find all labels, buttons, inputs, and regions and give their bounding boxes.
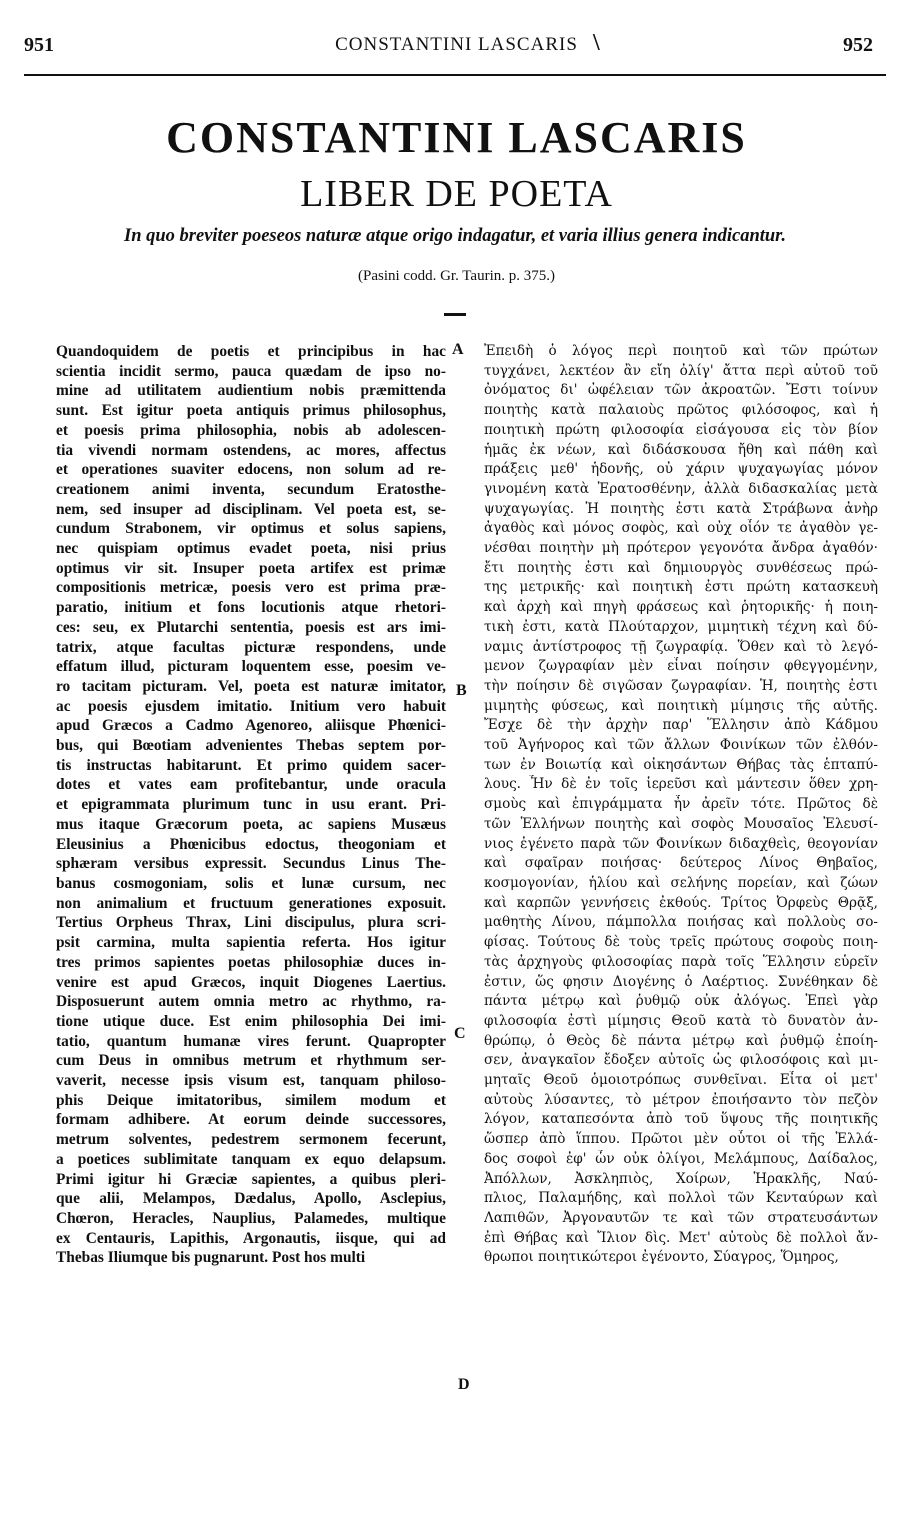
latin-text-line: Primi igitur hi Græciæ sapientes, a quibus pleri- [56,1170,446,1188]
greek-text-line: Λαπιθῶν, Ἀργοναυτῶν τε καὶ τῶν στρατευσάντων [484,1209,878,1226]
greek-text-line: θρωποι ποιητικώτεροι ἐγένοντο, Σύαγρος, Ὅμηρος, [484,1249,839,1266]
greek-text-line: Ἀπόλλων, Ἀσκληπιὸς, Χοίρων, Ἡρακλῆς, Ναύ- [484,1170,878,1187]
latin-text-line: ces: seu, ex Plutarchi sententia, poesis est ars imi- [56,618,446,636]
greek-text-line: θρώπῳ, ὁ Θεὸς δὲ πάντα μέτρῳ καὶ ῥυθμῷ ἐποίη- [484,1032,878,1049]
work-summary: In quo breviter poeseos naturæ atque origo indagatur, et varia illius genera indicantur. [124,226,786,246]
greek-text-line: τικὴ ἐστι, κατὰ Πλούταρχον, μιμητικὴ τέχνη καὶ δύ- [484,618,878,635]
greek-text-line: γινομένη κατὰ Ἐρατοσθένην, ἀλλὰ διδασκαλίας μετὰ [484,480,878,497]
greek-text-line: πάντα μέτρῳ καὶ ῥυθμῷ οὐκ ἀλόγως. Ἐπεὶ γὰρ [484,993,878,1010]
greek-text-line: καὶ ἀρχὴ καὶ πηγὴ φράσεως καὶ ῥητορικῆς· ἡ ποιη- [484,599,878,616]
latin-text-line: Disposuerunt autem omnia metro ac rhythmo, ra- [56,993,446,1011]
greek-text-line: τῶν Ἑλλήνων ποιητὴς καὶ σοφὸς Μουσαῖος Ἐλευσί- [484,815,878,832]
section-dash [444,313,466,316]
running-title: CONSTANTINI LASCARIS [335,34,578,55]
latin-text-line: tatrix, atque facultas picturæ respondens, unde [56,638,446,656]
latin-text-line: mus itaque Græcorum poeta, ac sapiens Musæus [56,815,446,833]
greek-text-line: δος σοφοὶ ἐφ' ὧν οὐκ ὀλίγοι, Μελάμπους, Δαίδαλος, [484,1150,878,1167]
greek-text-line: σεν, ἀναγκαῖον ἔδοξεν αὐτοῖς ὡς φιλοσόφοις καὶ μι- [484,1052,878,1069]
latin-text-line: sunt. Est igitur poeta antiquis primus philosophus, [56,402,446,420]
page-number-left: 951 [24,34,54,56]
latin-text-line: et poesis prima philosophia, nobis ab adolescen- [56,421,446,439]
greek-text-line: ψυχαγωγίας. Ἡ ποιητὴς ἐστι κατὰ Στράβωνα ἀνὴρ [484,500,878,517]
latin-text-line: formam adhibere. At eorum deinde successores, [56,1111,446,1129]
latin-text-line: ex Centauris, Lapithis, Argonautis, iisque, qui ad [56,1229,446,1247]
latin-text-line: phis Deique imitatoribus, similem modum et [56,1091,446,1109]
greek-text-line: πλιος, Παλαμήδης, καὶ πολλοὶ τῶν Κενταύρων καὶ [484,1190,878,1207]
section-marker-b: B [456,682,467,699]
latin-text-line: metrum solventes, pedestrem sermonem fecerunt, [56,1131,446,1149]
greek-text-line: λόγον, καταπεσόντα ἀπὸ τοῦ ὕψους τῆς ποιητικῆς [484,1111,878,1128]
latin-text-line: Eleusinius a Phœnicibus edoctus, theogoniam et [56,835,446,853]
greek-text-line: μηταῖς Θεοῦ ὁμοιοτρόπως συνθεῖναι. Εἶτα οἱ μετ' [484,1072,878,1089]
latin-text-line: cum Deus in omnibus metrum et rhythmum ser- [56,1052,446,1070]
greek-text-line: καὶ σφαῖραν ποιήσας· δεύτερος Λίνος Θηβαῖος, [484,855,878,872]
latin-text-line: venire est apud Græcos, inquit Diogenes Laertius. [56,973,446,991]
latin-text-line: que alii, Melampos, Dædalus, Apollo, Asclepius, [56,1190,446,1208]
latin-text-line: mine ad utilitatem audientium nobis præmittenda [56,382,446,400]
greek-text-line: καὶ καρπῶν γεννήσεις ἐκθούς. Τρίτος Ὀρφεὺς Θρᾷξ, [484,894,878,911]
latin-text-line: nem, sed insuper ad disciplinam. Vel poeta est, se- [56,500,446,518]
latin-text-line: bus, qui Bœotiam advenientes Thebas septem por- [56,737,446,755]
latin-text-line: Thebas Iliumque bis pugnarunt. Post hos multi [56,1249,366,1267]
latin-text-line: a poetices sublimitate tanquam ex equo delapsum. [56,1150,446,1168]
greek-text-line: ὥσπερ ἀπὸ ἵππου. Πρῶτοι μὲν οὗτοι οἱ τῆς Ἑλλά- [484,1131,878,1148]
latin-text-line: dotes et vates eam profitebantur, unde oracula [56,776,446,794]
greek-text-line: ὀνόματος δι' ὠφέλειαν τῶν ἀκροατῶν. Ἔστι τοίνυν [484,382,878,399]
latin-text-line: Quandoquidem de poetis et principibus in hac [56,343,446,360]
latin-text-line: Chœron, Heracles, Nauplius, Palamedes, multique [56,1209,446,1227]
latin-text-line: compositionis metricæ, poesis vero est prima præ- [56,579,446,597]
latin-text-line: tia vivendi normam ostendens, ac mores, affectus [56,441,446,459]
greek-text-line: ἡμᾶς ἐκ νέων, καὶ διδάσκουσα ἤθη καὶ πάθη καὶ [484,441,878,458]
work-title: LIBER DE POETA [300,173,613,215]
latin-text-line: optimus vir sit. Insuper poeta artifex est primæ [56,559,446,577]
greek-text-line: Ἐπειδὴ ὁ λόγος περὶ ποιητοῦ καὶ τῶν πρώτων [484,343,878,359]
greek-text-line: ἐστιν, ὥς φησιν Διογένης ὁ Λαέρτιος. Συνέθηκαν δὲ [484,973,878,990]
latin-text-line: ac poesis ejusdem imitatio. Initium vero habuit [56,697,446,715]
greek-text-line: ἀγαθὸς καὶ μόνος σοφὸς, καὶ οὐχ οἷόν τε ἀγαθὸν γε- [484,520,878,537]
latin-text-line: banus cosmogoniam, solis et lunæ cursum, nec [56,874,446,892]
latin-text-line: vaverit, necesse ipsis visum est, tanquam philoso- [56,1072,446,1090]
greek-text-line: Ἔσχε δὲ τὴν ἀρχὴν παρ' Ἕλλησιν ἀπὸ Κάδμου [484,717,878,734]
greek-text-line: μενον ζωγραφίαν μὲν εἶναι ποίησιν φθεγγομένην, [484,658,878,675]
latin-column [56,342,446,1268]
section-marker-d: D [458,1376,470,1393]
latin-text-line: Tertius Orpheus Thrax, Lini discipulus, plura scri- [56,914,446,932]
greek-text-line: μαθητὴς Λίνου, πάμπολλα ποιήσας καὶ πολλοὺς σο- [484,914,878,931]
latin-text-line: scientia incidit sermo, pauca quædam de ipso no- [56,362,446,380]
latin-text-line: et epigrammata plurimum tunc in usu erant. Pri- [56,796,446,814]
latin-text-line: non animalium et fructuum generationes exposuit. [56,894,446,912]
latin-text-line: tres primos sapientes poetas philosophiæ duces in- [56,953,446,971]
greek-text-line: τὰς ἀρχηγοὺς φιλοσοφίας παρὰ τοῖς Ἕλλησιν εὑρεῖν [484,953,878,970]
greek-text-line: αὐτοὺς λύσαντες, τὸ μέτρον ἐποιήσαντο τὸν πεζὸν [484,1091,878,1108]
header-rule [24,74,886,76]
page-number-right: 952 [843,34,873,56]
greek-text-line: φίσας. Τούτους δὲ τοὺς τρεῖς πρώτους σοφοὺς ποιη- [484,934,878,951]
latin-text-line: paratio, initium et fons locutionis atque rhetori- [56,599,446,617]
greek-text-line: ποιητικὴ πρώτη φιλοσοφία εἰσάγουσα εἰς τὸν βίον [484,421,878,438]
latin-text-line: ro tacitam picturam. Vel, poeta est naturæ imitator, [56,677,446,695]
greek-text-line: μιμητὴς φύσεως, καὶ ποιητικὴ μίμησις τῆς αὐτῆς. [484,697,878,714]
greek-text-line: τὴν ποίησιν δὲ σιγῶσαν ζωγραφίαν. Ἡ, ποιητὴς ἐστι [484,677,878,694]
greek-text-line: σμοὺς καὶ ἐπιγράμματα ἦν ἀρεῖν τότε. Πρῶτος δὲ [484,796,878,813]
latin-text-line: tione utique duce. Est enim philosophia Dei imi- [56,1012,446,1030]
greek-text-line: των ἐν Βοιωτίᾳ καὶ οἰκησάντων Θήβας τὰς ἑπταπύ- [484,756,878,773]
greek-text-line: ποιητὴς κατὰ παλαιοὺς πρῶτος φιλόσοφος, καὶ ἡ [484,402,878,419]
latin-text-line: tis instructas habitarunt. Et primo quidem sacer- [56,756,446,774]
latin-text-line: apud Græcos a Cadmo Agenoreo, aliisque Phœnici- [56,717,446,735]
latin-text-line: cundum Strabonem, vir optimus et solus sapiens, [56,520,446,538]
greek-text-line: τοῦ Ἀγήνορος καὶ τῶν ἄλλων Φοινίκων τῶν ἐλθόν- [484,737,878,754]
greek-text-line: νιος ἐγένετο παρὰ τῶν Φοινίκων διδαχθεὶς, θεογονίαν [484,835,878,852]
greek-text-line: ἐπὶ Θήβας καὶ Ἴλιον δὶς. Μετ' αὐτοὺς δὲ πολλοὶ ἄν- [484,1229,878,1246]
latin-text-line: nec quispiam optimus evadet poeta, nisi prius [56,540,446,558]
running-head [0,30,913,70]
source-citation: (Pasini codd. Gr. Taurin. p. 375.) [358,268,555,284]
latin-text-line: et operationes suaviter edocens, non solum ad re- [56,461,446,479]
section-marker-c: C [454,1025,466,1042]
greek-text-line: κοσμογονίαν, ἡλίου καὶ σελήνης πορείαν, καὶ ζώων [484,874,878,891]
greek-text-line: τυγχάνει, λεκτέον ἂν εἴη ὀλίγ' ἄττα περὶ αὐτοῦ τοῦ [484,362,878,379]
section-marker-a: A [452,341,464,358]
latin-text-line: sphæram versibus expressit. Secundus Linus The- [56,855,446,873]
latin-text-line: tatio, quantum humanæ vires ferunt. Quapropter [56,1032,446,1050]
work-author-title: CONSTANTINI LASCARIS [166,113,747,162]
greek-text-line: ἔτι ποιητὴς ἐστι καὶ δημιουργὸς συνθέσεως πρώ- [484,559,878,576]
greek-text-line: της μετρικῆς· καὶ ποιητικὴ ἐστι πρώτη κατασκευὴ [484,579,878,596]
greek-text-line: πράξεις μεθ' ἡδονῆς, οὐ χάριν ψυχαγωγίας μόνον [484,461,878,478]
greek-text-line: νέσθαι ποιητὴν μὴ πρότερον γεγονότα ἄνδρα ἀγαθόν· [484,540,878,557]
latin-text-line: effatum illud, picturam loquentem esse, poesim ve- [56,658,446,676]
printer-mark: \ [593,30,600,56]
greek-text-line: λους. Ἦν δὲ ἐν τοῖς ἱερεῦσι καὶ μάντεσιν ὅθεν χρη- [484,776,878,793]
greek-column [484,342,878,1268]
latin-text-line: psit carmina, multa sapientia referta. Hos igitur [56,934,446,952]
latin-text-line: creationem animi inventa, secundum Eratosthe- [56,480,446,498]
greek-text-line: φιλοσοφία ἐστὶ μίμησις Θεοῦ κατὰ τὸ δυνατὸν ἀν- [484,1012,878,1029]
greek-text-line: ναμις ἀντίστροφος τῇ ζωγραφίᾳ. Ὅθεν καὶ τὸ λεγό- [484,638,878,655]
